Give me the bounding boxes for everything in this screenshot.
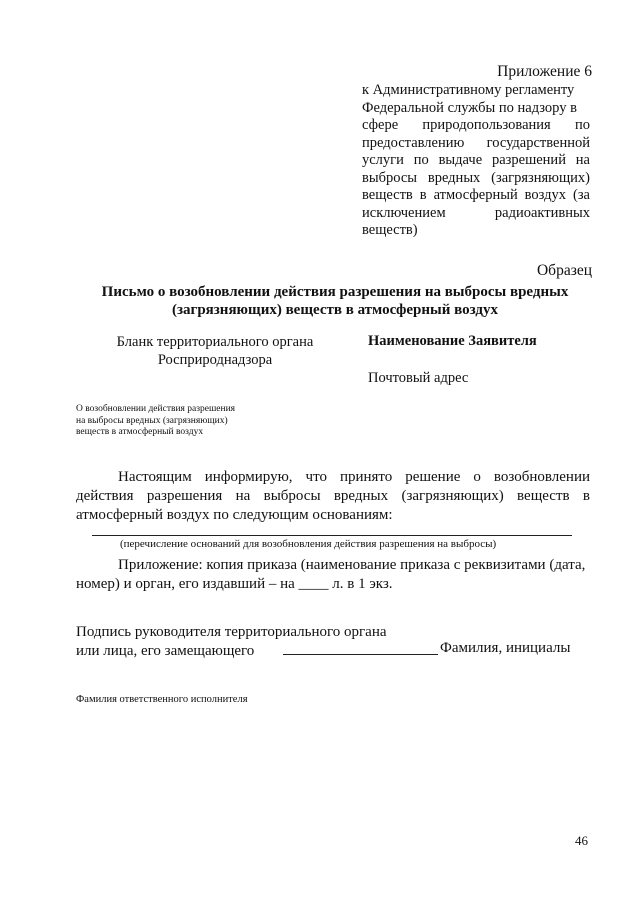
subject-line: веществ в атмосферный воздух — [76, 427, 204, 437]
appendix-reference — [362, 82, 590, 240]
letter-title-line: (загрязняющих) веществ в атмосферный воздух — [171, 302, 498, 318]
sample-label: Образец — [536, 262, 592, 279]
appendix-line: Федеральной службы по надзору в — [362, 99, 577, 116]
executor-name: Фамилия ответственного исполнителя — [76, 694, 248, 705]
signature-fill-line — [283, 654, 438, 655]
attachment-line: номер) и орган, его издавший – на ____ л. в 1 экз. — [76, 576, 393, 592]
attachment-line: Приложение: копия приказа (наименование приказа с реквизитами (дата, — [118, 557, 586, 573]
appendix-line: сфере природопользования по — [362, 117, 590, 133]
signature-line-text: Подпись руководителя территориального органа — [76, 624, 387, 640]
postal-address: Почтовый адрес — [368, 370, 469, 386]
letterhead-line: Бланк территориального органа — [116, 334, 314, 350]
letter-subject — [76, 404, 276, 439]
signature-label — [76, 623, 406, 661]
signatory-name-label: Фамилия, инициалы — [440, 640, 571, 656]
grounds-fill-line — [92, 535, 572, 536]
appendix-line: услуги по выдаче разрешений на — [362, 152, 590, 168]
letterhead-line: Росприроднадзора — [157, 352, 273, 368]
appendix-line: веществ в атмосферный воздух (за — [362, 187, 590, 203]
grounds-caption: (перечисление оснований для возобновления действия разрешения на выбросы) — [120, 538, 497, 550]
appendix-line: к Административному регламенту — [362, 82, 575, 98]
letter-title — [70, 283, 600, 319]
page-number: 46 — [575, 833, 588, 848]
appendix-line: исключением радиоактивных — [362, 204, 590, 221]
letter-title-line: Письмо о возобновлении действия разрешения на выбросы вредных — [101, 284, 569, 300]
letter-body — [76, 468, 590, 525]
subject-line: на выбросы вредных (загрязняющих) — [76, 415, 228, 426]
signature-line-text: или лица, его замещающего — [76, 643, 255, 659]
body-paragraph: Настоящим информирую, что принято решение о возобновлении действия разрешения на выбросы вредных (загрязняющих) веществ в атмосферный воздух по следующим основаниям: — [76, 469, 590, 523]
appendix-line: веществ) — [362, 222, 418, 238]
subject-line: О возобновлении действия разрешения — [76, 404, 236, 414]
letterhead-blank — [75, 333, 355, 369]
appendix-line: предоставлению государственной — [362, 134, 590, 151]
attachment-note — [76, 556, 590, 594]
applicant-name: Наименование Заявителя — [368, 333, 537, 349]
appendix-line: выбросы вредных (загрязняющих) — [362, 169, 590, 186]
appendix-title: Приложение 6 — [497, 63, 592, 80]
